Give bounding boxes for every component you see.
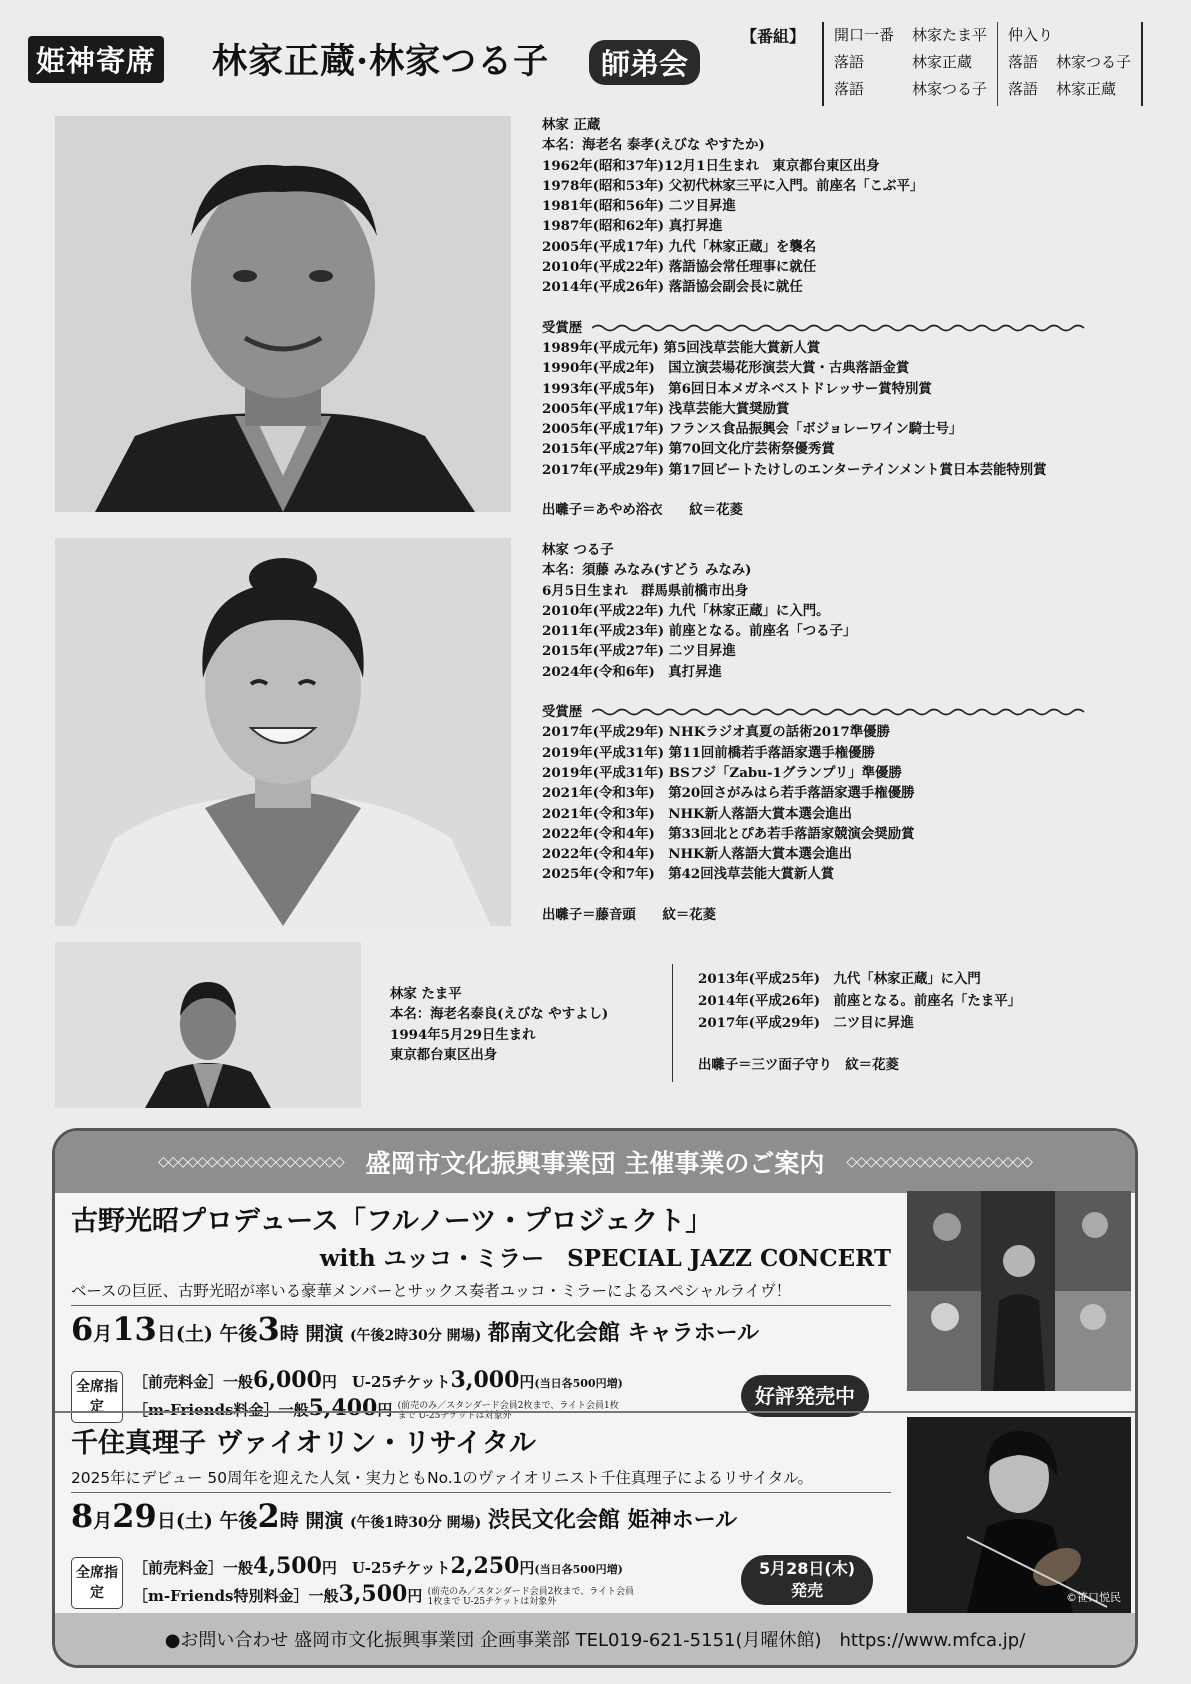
- program-row: [834, 49, 987, 76]
- shozo-extra: 出囃子＝あやめ浴衣 紋＝花菱: [542, 502, 743, 519]
- diamond-ornament-icon: ◇◇◇◇◇◇◇◇◇◇◇◇◇◇◇◇◇◇◇: [846, 1154, 1032, 1170]
- event-title-line1: 千住真理子 ヴァイオリン・リサイタル: [71, 1428, 536, 1459]
- award-heading: [542, 318, 1092, 338]
- program-kind: 開口一番: [834, 26, 895, 44]
- jazz-photo: [907, 1191, 1131, 1391]
- event-jazz: [71, 1199, 891, 1421]
- date-weekday: 土: [184, 1323, 204, 1345]
- date-hour: 3: [257, 1310, 280, 1348]
- on-sale-badge: 好評発売中: [741, 1375, 869, 1417]
- program-name: 林家たま平: [912, 26, 988, 44]
- history-line: 2013年(平成25年) 九代「林家正蔵」に入門: [698, 971, 981, 987]
- wave-divider: [592, 323, 1092, 333]
- award-line: 2017年(平成29年) 第17回ビートたけしのエンターテインメント賞日本芸能特別賞: [542, 461, 1047, 478]
- date-month: 8: [71, 1497, 94, 1535]
- tsuruko-realname: 本名：須藤 みなみ(すどう みなみ): [542, 562, 752, 579]
- program-name: 林家つる子: [912, 80, 988, 98]
- award-heading-label: 受賞歴: [542, 319, 583, 336]
- event-date: 8月29日(土) 午後2時 開演 (午後1時30分 開場) 渋民文化会館 姫神ホール: [71, 1497, 738, 1535]
- program-name: 林家正蔵: [912, 53, 973, 71]
- program-kind: 落語: [834, 80, 865, 98]
- program-name: 林家つる子: [1056, 53, 1132, 71]
- history-line: 2010年(平成22年) 九代「林家正蔵」に入門。: [542, 602, 830, 619]
- seat-type: [71, 1557, 123, 1609]
- price-amount: 6,000: [253, 1367, 322, 1393]
- tsuruko-name: 林家 つる子: [542, 542, 614, 558]
- program-name: 林家正蔵: [1056, 80, 1117, 98]
- door-open-time: (午後1時30分 開場): [349, 1515, 482, 1531]
- history-line: 1981年(昭和56年) 二ツ目昇進: [542, 198, 736, 215]
- award-line: 2021年(令和3年) 第20回さがみはら若手落語家選手権優勝: [542, 785, 915, 802]
- performers-title: 林家正蔵·林家つる子: [212, 41, 550, 82]
- price-advance: ［前売料金］一般6,000円 U-25チケット3,000円(当日各500円増): [133, 1367, 623, 1393]
- date-month: 6: [71, 1310, 94, 1348]
- tsuruko-photo: [55, 538, 511, 926]
- history-line: 6月5日生まれ 群馬県前橋市出身: [542, 582, 749, 599]
- history-line: 2011年(平成23年) 前座となる。前座名「つる子」: [542, 623, 857, 640]
- contact-text: ●お問い合わせ 盛岡市文化振興事業団 企画事業部 TEL019-621-5151(月曜休館) https://www.mfca.jp/: [164, 1630, 1026, 1651]
- diamond-ornament-icon: ◇◇◇◇◇◇◇◇◇◇◇◇◇◇◇◇◇◇◇: [158, 1154, 344, 1170]
- program-kind: 落語: [834, 53, 865, 71]
- venue: 都南文化会館 キャラホール: [487, 1320, 760, 1346]
- award-line: 2025年(令和7年) 第42回浅草芸能大賞新人賞: [542, 866, 835, 883]
- seat-type-label: 全席指定: [76, 1565, 118, 1601]
- award-line: 1990年(平成2年) 国立演芸場花形演芸大賞・古典落語金賞: [542, 360, 910, 377]
- panel-title: 盛岡市文化振興事業団 主催事業のご案内: [365, 1149, 825, 1178]
- shozo-name: 林家 正蔵: [542, 117, 601, 133]
- award-heading: [542, 702, 1092, 722]
- tamahei-photo: [55, 942, 361, 1108]
- history-line: 2024年(令和6年) 真打昇進: [542, 663, 722, 680]
- sale-label: 発売: [790, 1581, 823, 1600]
- program-row: [1008, 76, 1131, 103]
- u25-label: U-25チケット: [351, 1559, 451, 1577]
- shozo-realname: 本名：海老名 泰孝(えびな やすたか): [542, 137, 765, 154]
- panel-heading: [55, 1131, 1135, 1193]
- history-line: 2014年(平成26年) 前座となる。前座名「たま平」: [698, 993, 1021, 1009]
- event-title-line1: 古野光昭プロデュース「フルノーツ・プロジェクト」: [71, 1206, 713, 1237]
- program-column: [997, 22, 1141, 106]
- date-hour: 2: [257, 1497, 280, 1535]
- price-note: (前売のみ／スタンダード会員2枚まで、ライト会員1枚まで U-25チケットは対象外: [427, 1587, 635, 1607]
- program-row: [1008, 22, 1131, 49]
- price-member: ［m-Friends特別料金］一般3,500円 (前売のみ／スタンダード会員2枚まで、ライト会員1枚まで U-25チケットは対象外: [133, 1581, 638, 1607]
- u25-amount: 2,250: [450, 1553, 520, 1579]
- price-amount: 3,500: [338, 1581, 408, 1607]
- u25-amount: 3,000: [450, 1367, 520, 1393]
- award-line: 2022年(令和4年) NHK新人落語大賞本選会進出: [542, 846, 853, 863]
- program-kind: 落語: [1008, 80, 1039, 98]
- program-row: [834, 76, 987, 103]
- event-divider: [71, 1492, 891, 1493]
- history-line: 2014年(平成26年) 落語協会副会長に就任: [542, 279, 803, 296]
- history-line: 1962年(昭和37年)12月1日生まれ 東京都台東区出身: [542, 157, 880, 174]
- events-separator: [55, 1411, 1138, 1413]
- price-advance: ［前売料金］一般4,500円 U-25チケット2,250円(当日各500円増): [133, 1553, 623, 1579]
- tsuruko-extra: 出囃子＝藤音頭 紋＝花菱: [542, 906, 717, 923]
- price-label: ［前売料金］一般: [133, 1373, 254, 1391]
- program-kind: 仲入り: [1008, 26, 1054, 44]
- award-line: 2015年(平成27年) 第70回文化庁芸術祭優秀賞: [542, 441, 835, 458]
- sale-date: 5月28日(木): [758, 1559, 856, 1578]
- shozo-photo: [55, 116, 511, 512]
- shozo-bio: [542, 115, 1092, 520]
- u25-note: (当日各500円増): [534, 1563, 623, 1576]
- history-line: 1978年(昭和53年) 父初代林家三平に入門。前座名「こぶ平」: [542, 177, 924, 194]
- events-panel: [52, 1128, 1138, 1668]
- door-open-time: (午後2時30分 開場): [349, 1328, 482, 1344]
- event-description: 2025年にデビュー 50周年を迎えた人気・実力ともNo.1のヴァイオリニスト千住真理子によるリサイタル。: [71, 1469, 813, 1487]
- history-line: 2005年(平成17年) 九代「林家正蔵」を襲名: [542, 238, 817, 255]
- series-title: 姫神寄席: [28, 36, 164, 83]
- award-line: 2021年(令和3年) NHK新人落語大賞本選会進出: [542, 805, 853, 822]
- award-heading-label: 受賞歴: [542, 704, 583, 721]
- price-note: (前売のみ／スタンダード会員2枚まで、ライト会員1枚まで U-25チケットは対象外: [397, 1401, 619, 1421]
- price-label: ［前売料金］一般: [133, 1559, 254, 1577]
- tamahei-origin: 東京都台東区出身: [390, 1046, 498, 1063]
- seat-type-label: 全席指定: [76, 1379, 118, 1415]
- event-divider: [71, 1305, 891, 1306]
- program-column: [824, 22, 997, 106]
- photo-credit: ©笹口悦民: [1066, 1591, 1121, 1604]
- tamahei-birth: 1994年5月29日生まれ: [390, 1026, 536, 1043]
- program-row: [834, 22, 987, 49]
- event-title-line2: with ユッコ・ミラー SPECIAL JAZZ CONCERT: [319, 1245, 891, 1272]
- tamahei-bio: [390, 984, 608, 1065]
- wave-divider: [592, 707, 1092, 717]
- program-label: 【番組】: [741, 27, 806, 46]
- tsuruko-bio: [542, 540, 1092, 925]
- award-line: 1993年(平成5年) 第6回日本メガネベストドレッサー賞特別賞: [542, 380, 932, 397]
- tamahei-realname: 本名：海老名泰良(えびな やすよし): [390, 1006, 609, 1023]
- award-line: 2005年(平成17年) 浅草芸能大賞奨励賞: [542, 400, 790, 417]
- tamahei-history: [698, 968, 1021, 1076]
- price-amount: 5,400: [308, 1395, 378, 1421]
- tamahei-name: 林家 たま平: [390, 986, 462, 1002]
- price-member: ［m-Friends料金］一般5,400円 (前売のみ／スタンダード会員2枚まで、ライト会員1枚まで U-25チケットは対象外: [133, 1395, 628, 1421]
- tamahei-extra: 出囃子＝三ツ面子守り 紋＝花菱: [698, 1057, 899, 1073]
- award-line: 2019年(平成31年) 第11回前橋若手落語家選手権優勝: [542, 744, 875, 761]
- award-line: 2022年(令和4年) 第33回北とぴあ若手落語家競演会奨励賞: [542, 825, 915, 842]
- program-table: [822, 22, 1143, 106]
- program-kind: 落語: [1008, 53, 1039, 71]
- u25-note: (当日各500円増): [534, 1377, 623, 1390]
- venue: 渋民文化会館 姫神ホール: [487, 1507, 738, 1533]
- date-weekday: 土: [184, 1510, 204, 1532]
- history-line: 2010年(平成22年) 落語協会常任理事に就任: [542, 259, 817, 276]
- seat-type: [71, 1371, 123, 1423]
- history-line: 2017年(平成29年) 二ツ目に昇進: [698, 1015, 914, 1031]
- event-description: ベースの巨匠、古野光昭が率いる豪華メンバーとサックス奏者ユッコ・ミラーによるスペシャルライヴ！: [71, 1282, 791, 1300]
- history-line: 1987年(昭和62年) 真打昇進: [542, 218, 723, 235]
- award-line: 1989年(平成元年) 第5回浅草芸能大賞新人賞: [542, 339, 821, 356]
- date-day: 29: [112, 1497, 157, 1535]
- history-line: 2015年(平成27年) 二ツ目昇進: [542, 643, 736, 660]
- sale-date-badge: [741, 1555, 873, 1605]
- event-violin: [71, 1421, 891, 1621]
- program-row: [1008, 49, 1131, 76]
- u25-label: U-25チケット: [351, 1373, 451, 1391]
- violin-photo: [907, 1417, 1131, 1613]
- event-date: 6月13日(土) 午後3時 開演 (午後2時30分 開場) 都南文化会館 キャラホール: [71, 1310, 760, 1348]
- award-line: 2005年(平成17年) フランス食品振興会「ボジョレーワイン騎士号」: [542, 421, 963, 438]
- tamahei-divider: [672, 964, 673, 1082]
- award-line: 2019年(平成31年) BSフジ「Zabu-1グランプリ」準優勝: [542, 764, 902, 781]
- price-amount: 4,500: [253, 1553, 322, 1579]
- price-label: ［m-Friends料金］一般: [133, 1401, 309, 1419]
- price-label: ［m-Friends特別料金］一般: [133, 1587, 339, 1605]
- event-title: 師弟会: [589, 40, 700, 85]
- date-day: 13: [112, 1310, 157, 1348]
- contact-footer: [55, 1613, 1135, 1665]
- award-line: 2017年(平成29年) NHKラジオ真夏の話術2017準優勝: [542, 724, 890, 741]
